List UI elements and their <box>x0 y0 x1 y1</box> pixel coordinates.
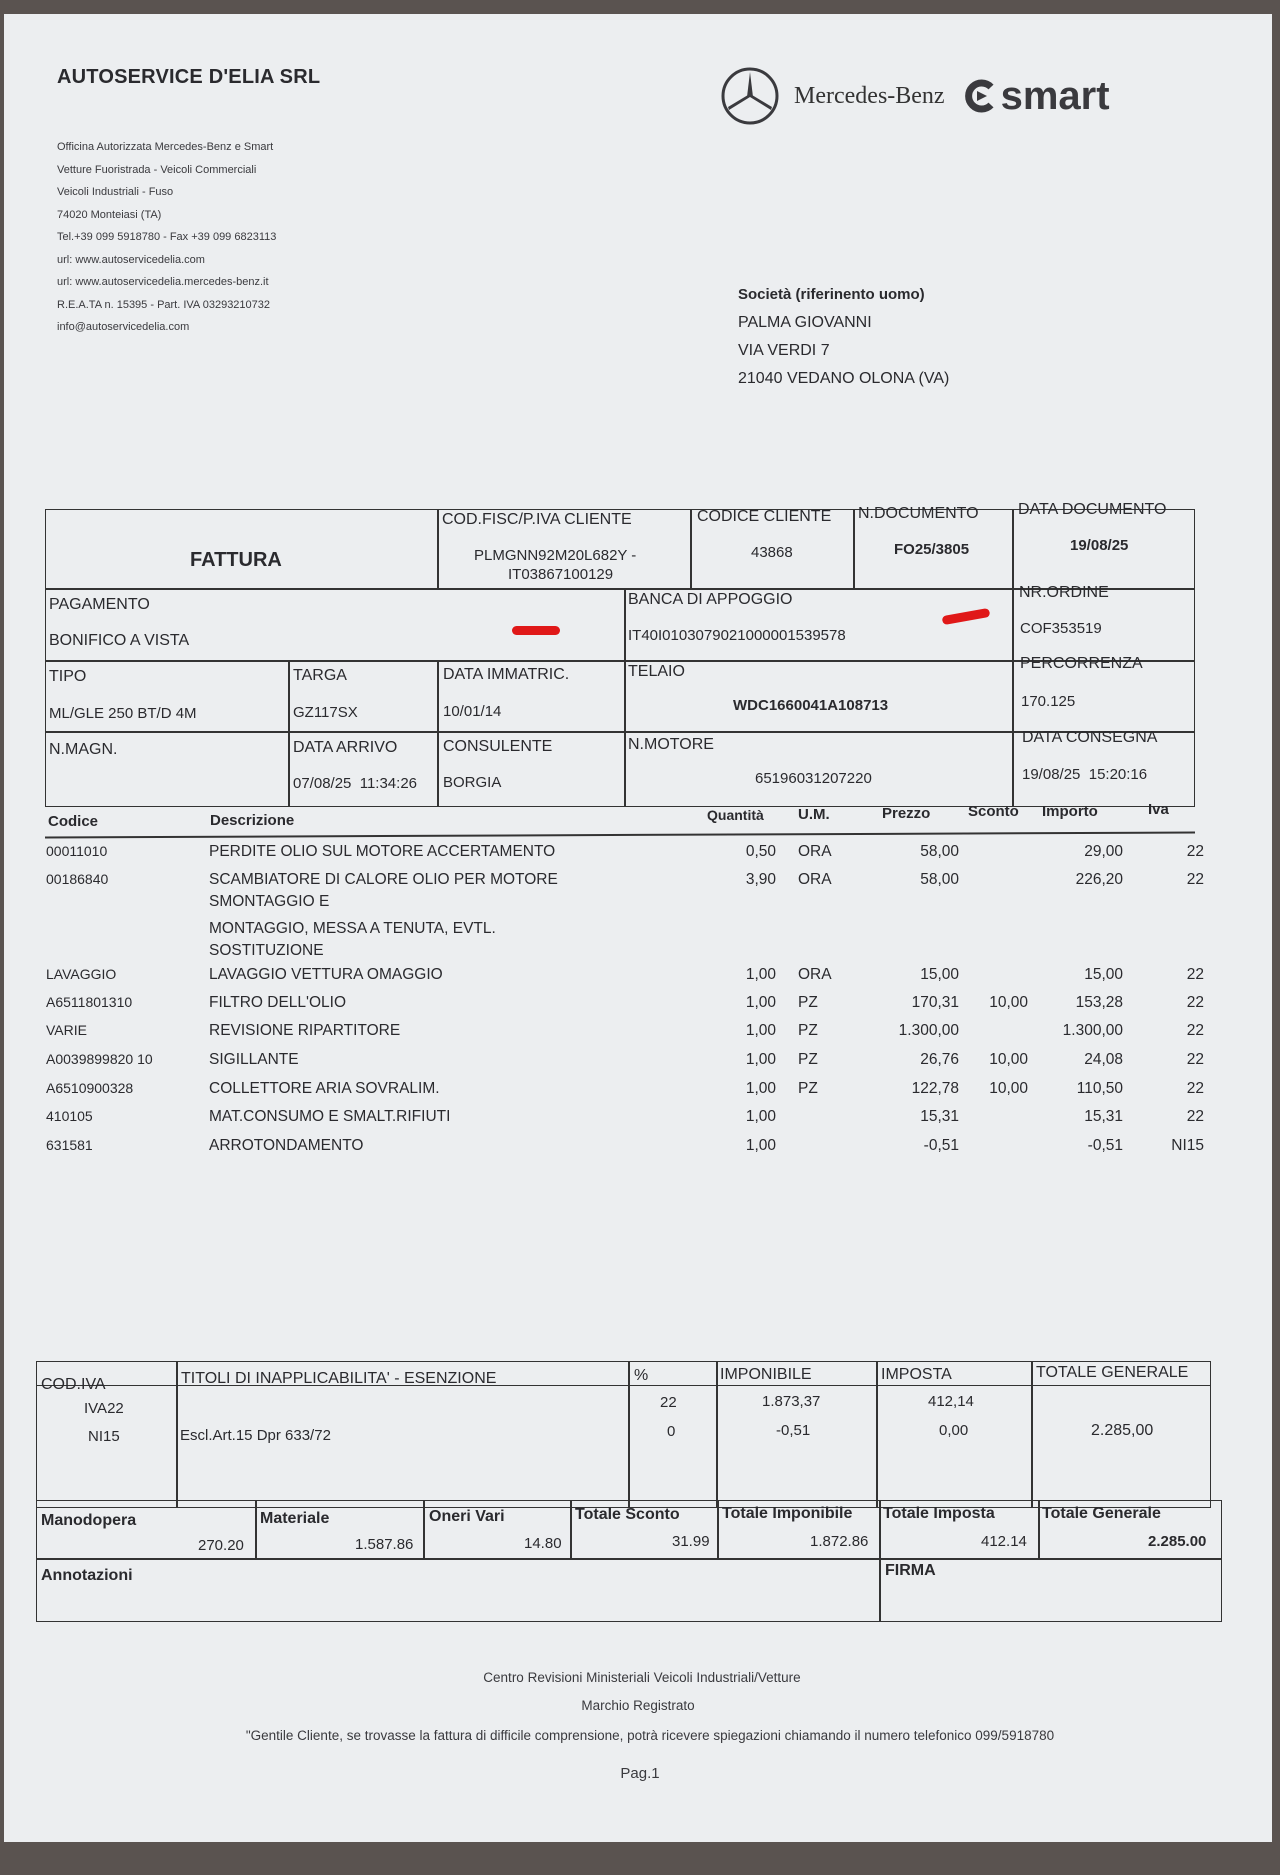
materiale-value: 1.587.86 <box>355 1536 414 1553</box>
cell-descrizione: SIGILLANTE <box>209 1051 299 1068</box>
cell-prezzo: 1.300,00 <box>898 1022 959 1039</box>
annotazioni-label: Annotazioni <box>41 1567 133 1584</box>
codfisc-value-1: PLMGNN92M20L682Y - <box>474 547 637 564</box>
cell-codice: 00186840 <box>46 871 109 887</box>
cell-um: PZ <box>798 1051 818 1068</box>
table-row <box>0 893 1280 917</box>
vat-row-imponibile: -0,51 <box>776 1422 811 1439</box>
cell-importo: 110,50 <box>1076 1080 1123 1097</box>
vat-totale-value: 2.285,00 <box>1091 1422 1154 1439</box>
company-info-line: Tel.+39 099 5918780 - Fax +39 099 6823113 <box>57 231 277 243</box>
table-row <box>0 1022 1280 1046</box>
redaction-mark <box>512 626 560 635</box>
vat-row-codiva: IVA22 <box>84 1400 124 1417</box>
company-info <box>57 136 276 339</box>
col-iva: Iva <box>1148 801 1169 818</box>
cell-um: PZ <box>798 1080 818 1097</box>
company-info-line: Vetture Fuoristrada - Veicoli Commerciali <box>57 163 257 176</box>
tipo-label: TIPO <box>49 668 87 685</box>
data-documento-value: 19/08/25 <box>1070 537 1129 554</box>
consulente-value: BORGIA <box>443 774 502 791</box>
banca-value: IT40I0103079021000001539578 <box>628 627 846 644</box>
cell-importo: 153,28 <box>1075 994 1123 1011</box>
cell-quantita: 1,00 <box>745 1051 776 1068</box>
table-row <box>0 994 1280 1018</box>
table-row <box>0 843 1280 867</box>
pagamento-label: PAGAMENTO <box>49 596 150 613</box>
company-info-line: url: www.autoservicedelia.mercedes-benz.it <box>57 276 269 288</box>
totale-imposta-label: Totale Imposta <box>883 1505 995 1522</box>
recipient-name: PALMA GIOVANNI <box>738 314 872 331</box>
cell-importo: -0,51 <box>1087 1137 1123 1154</box>
company-info-line: Veicoli Industriali - Fuso <box>57 186 174 198</box>
firma-label: FIRMA <box>885 1562 936 1579</box>
targa-value: GZ117SX <box>293 704 358 721</box>
cell-um: ORA <box>798 871 832 888</box>
vat-perc-label: % <box>634 1367 649 1384</box>
cell-descrizione: COLLETTORE ARIA SOVRALIM. <box>209 1080 440 1097</box>
n-documento-value: FO25/3805 <box>894 541 970 558</box>
cell-codice: A0039899820 10 <box>46 1051 153 1067</box>
data-arrivo-value: 07/08/25 11:34:26 <box>293 775 417 792</box>
cell-prezzo: 170,31 <box>911 994 959 1011</box>
cell-quantita: 3,90 <box>745 871 776 888</box>
cell-importo: 15,31 <box>1084 1108 1123 1125</box>
cell-prezzo: 15,31 <box>920 1108 959 1125</box>
totale-sconto-value: 31.99 <box>672 1533 710 1550</box>
cell-um: ORA <box>798 843 832 860</box>
manodopera-value: 270.20 <box>198 1537 244 1554</box>
cell-iva: 22 <box>1186 1108 1204 1125</box>
telaio-value: WDC1660041A108713 <box>733 697 889 714</box>
table-row <box>0 1051 1280 1075</box>
footer-line-3: "Gentile Cliente, se trovasse la fattura di difficile comprensione, potrà ricevere spiegazioni chiamando il numero telefonico 099/5918780 <box>245 1728 1055 1743</box>
company-info-line: url: www.autoservicedelia.com <box>57 253 205 266</box>
mercedes-benz-wordmark: Mercedes-Benz <box>794 82 945 109</box>
recipient-block <box>738 281 949 393</box>
oneri-label: Oneri Vari <box>429 1508 505 1525</box>
cell-importo: 29,00 <box>1084 843 1123 860</box>
cell-quantita: 1,00 <box>745 1137 776 1154</box>
cell-sconto: 10,00 <box>989 1051 1028 1068</box>
cell-quantita: 0,50 <box>745 843 776 860</box>
vat-row-codiva: NI15 <box>88 1428 120 1445</box>
cell-descrizione: SOSTITUZIONE <box>209 942 324 959</box>
company-info-line: info@autoservicedelia.com <box>57 321 190 333</box>
col-um: U.M. <box>798 806 830 823</box>
n-motore-label: N.MOTORE <box>628 736 714 753</box>
cell-codice: VARIE <box>46 1022 87 1038</box>
cell-quantita: 1,00 <box>745 1080 776 1097</box>
cell-iva: 22 <box>1186 871 1204 888</box>
vat-imposta-label: IMPOSTA <box>881 1366 952 1383</box>
company-info-line: R.E.A.TA n. 15395 - Part. IVA 03293210732 <box>57 298 271 311</box>
doc-type: FATTURA <box>190 549 282 571</box>
cell-descrizione: REVISIONE RIPARTITORE <box>209 1022 401 1039</box>
codice-cliente-value: 43868 <box>751 544 793 561</box>
telaio-label: TELAIO <box>628 663 685 680</box>
vat-row-perc: 22 <box>660 1394 677 1411</box>
cell-prezzo: 122,78 <box>911 1080 959 1097</box>
n-motore-value: 65196031207220 <box>755 770 872 787</box>
cell-quantita: 1,00 <box>745 966 776 983</box>
cell-quantita: 1,00 <box>745 994 776 1011</box>
recipient-street: VIA VERDI 7 <box>738 342 830 359</box>
data-consegna-value: 19/08/25 15:20:16 <box>1022 766 1148 783</box>
vat-codiva-label: COD.IVA <box>41 1376 106 1393</box>
pagamento-value: BONIFICO A VISTA <box>49 632 190 649</box>
consulente-label: CONSULENTE <box>443 738 553 755</box>
vat-titoli-label: TITOLI DI INAPPLICABILITA' - ESENZIONE <box>181 1370 497 1387</box>
percorrenza-value: 170.125 <box>1021 693 1076 710</box>
totale-imponibile-value: 1.872.86 <box>810 1533 869 1550</box>
nr-ordine-value: COF353519 <box>1020 620 1102 637</box>
cell-sconto: 10,00 <box>989 994 1028 1011</box>
col-codice: Codice <box>48 813 99 830</box>
cell-prezzo: 58,00 <box>920 843 959 860</box>
cell-prezzo: 26,76 <box>920 1051 959 1068</box>
cell-um: PZ <box>798 994 818 1011</box>
data-immatric-label: DATA IMMATRIC. <box>443 666 570 683</box>
col-descrizione: Descrizione <box>210 812 295 829</box>
vat-row-imposta: 412,14 <box>928 1393 974 1410</box>
recipient-heading: Società (riferinento uomo) <box>738 286 925 303</box>
cell-codice: LAVAGGIO <box>46 966 117 982</box>
col-sconto: Sconto <box>968 803 1019 820</box>
data-documento-label: DATA DOCUMENTO <box>1018 501 1167 518</box>
cell-iva: 22 <box>1186 1022 1204 1039</box>
vat-row-titoli: Escl.Art.15 Dpr 633/72 <box>180 1427 331 1444</box>
table-row <box>0 1137 1280 1161</box>
company-info-line: 74020 Monteiasi (TA) <box>57 208 162 221</box>
footer-line-1: Centro Revisioni Ministeriali Veicoli Industriali/Vetture <box>483 1670 801 1685</box>
table-row <box>0 1080 1280 1104</box>
n-magn-label: N.MAGN. <box>49 741 118 758</box>
table-row <box>0 966 1280 990</box>
data-arrivo-label: DATA ARRIVO <box>293 739 398 756</box>
cell-descrizione: SMONTAGGIO E <box>209 893 330 910</box>
footer-line-2: Marchio Registrato <box>581 1698 695 1713</box>
cell-descrizione: LAVAGGIO VETTURA OMAGGIO <box>209 966 443 983</box>
table-row <box>0 1108 1280 1132</box>
cell-descrizione: PERDITE OLIO SUL MOTORE ACCERTAMENTO <box>209 843 556 860</box>
targa-label: TARGA <box>293 667 347 684</box>
vat-totale-label: TOTALE GENERALE <box>1036 1364 1189 1381</box>
totale-generale-label: Totale Generale <box>1042 1505 1161 1522</box>
company-info-line: Officina Autorizzata Mercedes-Benz e Smart <box>57 141 274 153</box>
cell-um: ORA <box>798 966 832 983</box>
cell-um: PZ <box>798 1022 818 1039</box>
table-row <box>0 942 1280 966</box>
cell-prezzo: 58,00 <box>920 871 959 888</box>
cell-iva: 22 <box>1186 966 1204 983</box>
cell-codice: 631581 <box>46 1137 93 1153</box>
col-quantita: Quantità <box>707 807 764 823</box>
cell-importo: 226,20 <box>1075 871 1123 888</box>
cell-quantita: 1,00 <box>745 1108 776 1125</box>
materiale-label: Materiale <box>260 1510 330 1527</box>
table-row <box>0 871 1280 895</box>
smart-c-icon <box>963 79 997 113</box>
totale-imponibile-label: Totale Imponibile <box>722 1505 853 1522</box>
smart-wordmark: smart <box>1000 73 1110 118</box>
company-name: AUTOSERVICE D'ELIA SRL <box>57 66 321 88</box>
cell-codice: 410105 <box>46 1108 93 1124</box>
n-documento-label: N.DOCUMENTO <box>858 505 979 522</box>
totale-imposta-value: 412.14 <box>981 1533 1027 1550</box>
brand-logos <box>720 66 1110 126</box>
percorrenza-label: PERCORRENZA <box>1020 655 1143 672</box>
cell-iva: 22 <box>1186 1051 1204 1068</box>
cell-codice: A6510900328 <box>46 1080 134 1096</box>
cell-iva: NI15 <box>1171 1137 1204 1154</box>
cell-iva: 22 <box>1186 994 1204 1011</box>
cell-iva: 22 <box>1186 1080 1204 1097</box>
smart-logo <box>963 74 1110 119</box>
vat-row-perc: 0 <box>667 1423 676 1440</box>
cell-descrizione: FILTRO DELL'OLIO <box>209 994 347 1011</box>
mercedes-star-icon <box>720 66 780 126</box>
totale-generale-value: 2.285.00 <box>1148 1533 1207 1550</box>
cell-descrizione: ARROTONDAMENTO <box>209 1137 364 1154</box>
cell-sconto: 10,00 <box>989 1080 1028 1097</box>
cell-importo: 24,08 <box>1084 1051 1123 1068</box>
cell-descrizione: MONTAGGIO, MESSA A TENUTA, EVTL. <box>209 920 496 937</box>
cell-iva: 22 <box>1186 843 1204 860</box>
col-prezzo: Prezzo <box>882 805 931 822</box>
data-consegna-label: DATA CONSEGNA <box>1022 729 1158 746</box>
cell-prezzo: -0,51 <box>923 1137 959 1154</box>
cell-descrizione: MAT.CONSUMO E SMALT.RIFIUTI <box>209 1108 451 1125</box>
table-row <box>0 920 1280 944</box>
cell-importo: 15,00 <box>1084 966 1123 983</box>
banca-label: BANCA DI APPOGGIO <box>628 591 793 608</box>
col-importo: Importo <box>1042 803 1098 820</box>
codfisc-value-2: IT03867100129 <box>508 566 614 583</box>
totale-sconto-label: Totale Sconto <box>575 1506 680 1523</box>
cell-quantita: 1,00 <box>745 1022 776 1039</box>
oneri-value: 14.80 <box>524 1535 562 1552</box>
tipo-value: ML/GLE 250 BT/D 4M <box>49 705 197 722</box>
cell-prezzo: 15,00 <box>920 966 959 983</box>
codfisc-label: COD.FISC/P.IVA CLIENTE <box>442 511 632 528</box>
codice-cliente-label: CODICE CLIENTE <box>697 508 832 525</box>
cell-descrizione: SCAMBIATORE DI CALORE OLIO PER MOTORE <box>209 871 558 888</box>
recipient-city: 21040 VEDANO OLONA (VA) <box>738 370 950 387</box>
cell-importo: 1.300,00 <box>1062 1022 1123 1039</box>
vat-row-imposta: 0,00 <box>939 1422 969 1439</box>
cell-codice: A6511801310 <box>46 994 133 1010</box>
vat-row-imponibile: 1.873,37 <box>762 1393 821 1410</box>
cell-codice: 00011010 <box>46 843 108 859</box>
nr-ordine-label: NR.ORDINE <box>1019 584 1109 601</box>
data-immatric-value: 10/01/14 <box>443 703 502 720</box>
page-number: Pag.1 <box>620 1765 660 1782</box>
vat-imponibile-label: IMPONIBILE <box>720 1366 812 1383</box>
manodopera-label: Manodopera <box>41 1512 137 1529</box>
